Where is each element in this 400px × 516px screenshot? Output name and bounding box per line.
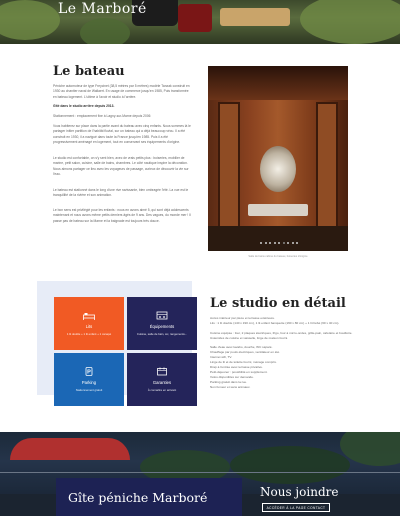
slider-dot[interactable]: [260, 242, 262, 244]
contact-page-button[interactable]: ACCÉDER À LA PAGE CONTACT: [262, 503, 330, 512]
feature-item: Salle d'eau avec lavabo, douche, WC séparé.: [210, 345, 273, 350]
feature-item: Petit-déjeuner : possibilité en supplément.: [210, 369, 268, 374]
tile-beds[interactable]: [54, 297, 124, 350]
hero-title: Le Marboré: [58, 1, 147, 17]
tile-title: Parking: [81, 380, 97, 385]
slider-dot[interactable]: [296, 242, 298, 244]
warranty-icon: [156, 367, 168, 376]
tile-subtitle: À connaître en arrivant: [147, 388, 177, 392]
bateau-location: Stationnement : emplacement fixe à Lagny-sur-Marne depuis 2006: [53, 114, 151, 118]
feature-item: Drap à l'entrée avec terrasse privative.: [210, 365, 263, 369]
bateau-paragraph-3: Le bateau est stationné dans le long d'une rive ravissante, bien ombragée l'été. La vue est le tranquillité de la rivière et son animation.: [53, 188, 189, 198]
bateau-paragraph-1: Vous habiterez sur place dans la partie avant du bateau avec cinq enfants. Nous sommes là le partager initier partition de l'habitât fluvial, sur un bateau qui a déjà beaucoup vécu. Il a été construit en 1930, il a navigué dans toute la France jusqu'en 1985. Puis il a été progressivement aménagé en logement, tout en conservant ses équipements d'origine.: [53, 124, 191, 145]
hero-banner: [0, 0, 400, 44]
slider-dot[interactable]: [274, 242, 276, 244]
feature-item: Accès intérieur par pièce et terrasse extérieure.: [210, 316, 275, 320]
photo-panel: [218, 102, 240, 232]
footer-umbrella: [10, 438, 130, 460]
tile-equipment[interactable]: [127, 297, 197, 350]
photo-ceiling: [208, 66, 348, 100]
tile-subtitle: 1 lit double + 1 lit enfant + 1 canapé: [66, 332, 112, 336]
photo-basin: [248, 204, 308, 216]
tile-subtitle: Stationnement gratuit: [75, 388, 103, 392]
feature-item: Chauffage par pouls électriques, ventilateur en été.: [210, 350, 280, 355]
tile-subtitle: Cuisine, salle de bain, wc, rangements...: [136, 332, 188, 336]
feature-item: Vélos disponibles sur demande.: [210, 374, 254, 379]
tile-title: Équipements: [149, 324, 175, 329]
photo-panel: [316, 102, 338, 232]
svg-text:P: P: [87, 369, 91, 376]
footer-trees: [230, 446, 350, 484]
tile-title: Lits: [85, 324, 93, 329]
tile-title: Garanties: [152, 380, 172, 385]
feature-item: Lits : 1 lit double (140 x 190 cm), 1 lit enfant banquette (160 x 80 cm) + 1 lit bébé (60 x 40 cm).: [210, 320, 340, 325]
hero-foliage: [300, 0, 400, 44]
feature-item: Cuisine équipée : four, 2 plaques électriques, frigo, four à micro-ondes, grille-pain, cafetière et bouilloire. Ustensiles de cuisine et vaisselle, linge de maison fourni.: [210, 330, 353, 340]
slider-dot[interactable]: [292, 242, 294, 244]
feature-item: Parking gratuit dans la rue.: [210, 379, 247, 384]
photo-caption: Salle de bains cabine du bateau, boiseries d'origine: [248, 255, 308, 258]
slider-dot[interactable]: [283, 242, 285, 244]
hero-foliage: [80, 18, 130, 44]
bateau-paragraph-2: Le studio est confortable, on s'y sent bien, avec de vrais petits plus : boiseries, mobilier de marine, petit salon, cuisine, salle de bains, chambres. Le côté nautique inspire la décoration. Nous aimons partager ce lieu avec les voyageurs de passage, curieux de découvrir la vie sur l'eau.: [53, 156, 189, 177]
feature-item: Linge de lit et de toilette fourni, ménage compris.: [210, 360, 277, 365]
footer-railing: [0, 472, 400, 473]
hero-table: [220, 8, 290, 26]
feature-item: Non fumeur et sans animaux.: [210, 384, 251, 389]
equipment-icon: [156, 311, 168, 320]
section-title-bateau: Le bateau: [53, 64, 125, 79]
slider-dot[interactable]: [265, 242, 267, 244]
hero-foliage: [0, 0, 60, 40]
slider-dot[interactable]: [269, 242, 271, 244]
footer-gite-title: Gîte péniche Marboré: [68, 490, 208, 505]
slider-dot[interactable]: [287, 242, 289, 244]
bateau-built: Gîté dans le studio arrière depuis 2013.: [53, 104, 115, 108]
tile-warranty[interactable]: [127, 353, 197, 406]
bateau-intro: Péniche automoteur de type Freycinet (38,5 mètres par 5 mètres) modèle Tanzak construit en 1930 au chantier naval de Wallaert. En usage de commerce jusqu'en 1985, Puis transformée en bateau logement. L'ultime à l'avoir et studio à l'arrière.: [53, 84, 190, 99]
bateau-paragraph-4: Le bon sens est privilégié pour les enfants : nous en avons aimé 5, qui sont déjà adolescents maintenant et nous avons même petits derniers âgés de 9 ans. Des vagues, du monde mer ! Il passe pas de bateau sur la Marne et la baignade est toujours très douce.: [53, 208, 191, 223]
section-title-studio: Le studio en détail: [210, 296, 346, 311]
tile-parking[interactable]: [54, 353, 124, 406]
slider-dot[interactable]: [278, 242, 280, 244]
bed-icon: [83, 311, 95, 320]
photo-mirror: [260, 146, 296, 192]
photo-floor: [208, 226, 348, 251]
footer-join-title: Nous joindre: [260, 485, 339, 499]
hero-chair: [178, 4, 212, 32]
parking-icon: [83, 367, 95, 376]
photo-slider[interactable]: [208, 66, 348, 251]
feature-item: Internet wifi, TV.: [210, 355, 233, 360]
